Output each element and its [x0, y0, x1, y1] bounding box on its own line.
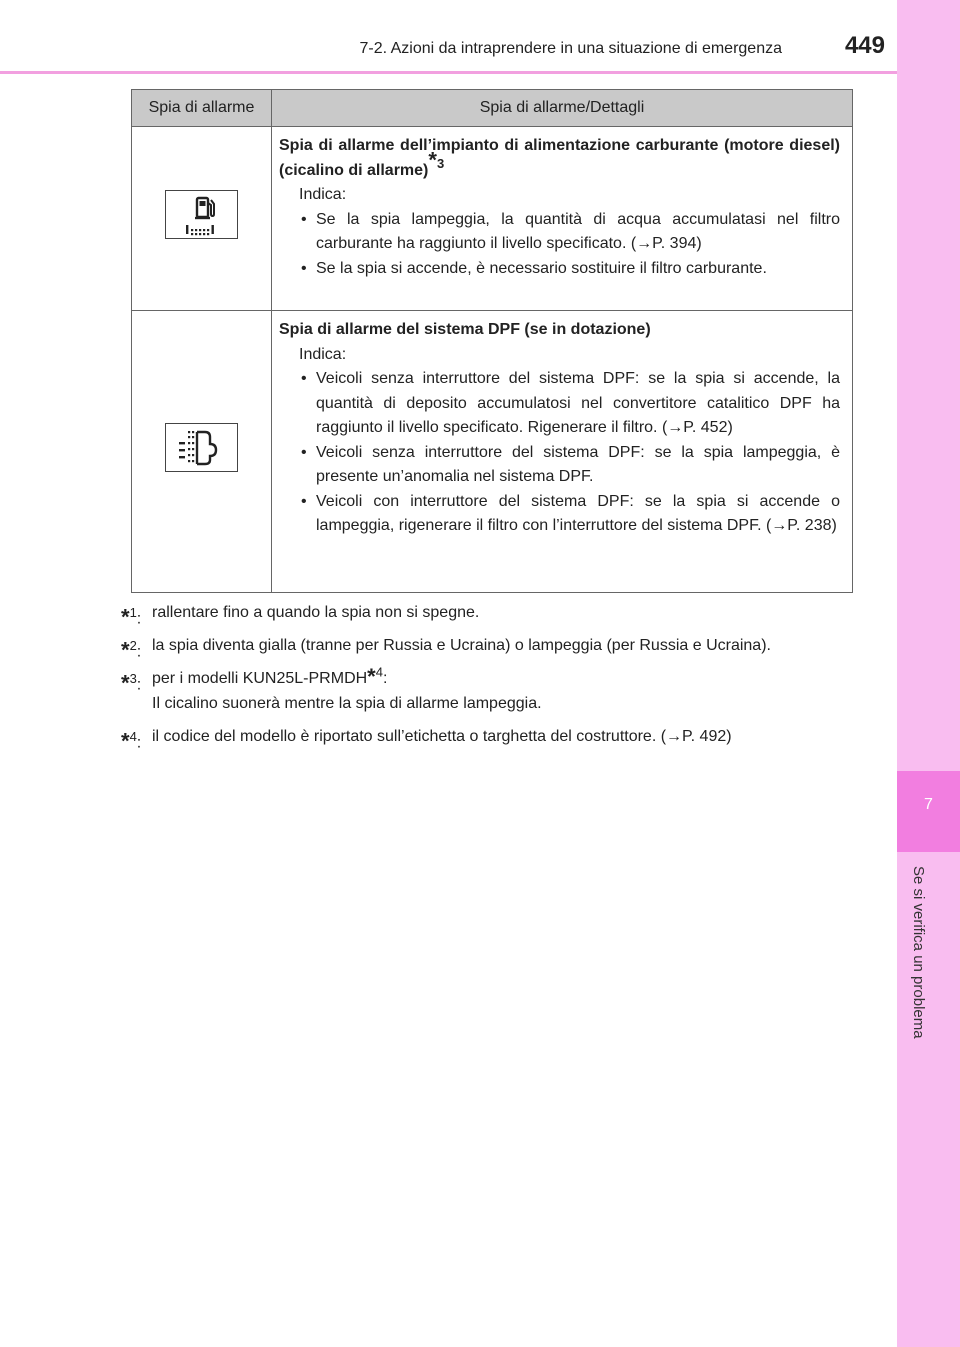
dpf-system-warning-icon	[165, 423, 238, 472]
list-item: • Se la spia lampeggia, la quantità di acqua accumulatasi nel filtro carburante ha raggiunto il livello specificato. (→P. 394)	[279, 208, 840, 257]
footnotes	[121, 600, 846, 757]
fuel-system-warning-icon	[165, 190, 238, 239]
table-header-row	[132, 90, 853, 127]
footnote	[121, 633, 846, 663]
footnote-number: 2	[129, 638, 137, 653]
page-number: 449	[844, 32, 885, 59]
footnote-separator: :	[136, 643, 142, 661]
footnote-marker	[121, 633, 141, 665]
footnote-star: *	[121, 604, 130, 630]
footnote-text: la spia diventa gialla (tranne per Russia e Ucraina) o lampeggia (per Russia e Ucraina).	[152, 637, 771, 654]
chapter-side-tab	[897, 0, 960, 1347]
footnote-text: il codice del modello è riportato sull’etichetta o targhetta del costruttore. (→P. 492)	[152, 728, 732, 745]
footnote-separator: :	[136, 676, 142, 694]
footnote-separator: :	[136, 734, 142, 752]
chapter-number: 7	[924, 796, 933, 813]
row-intro: Indica:	[299, 345, 347, 363]
section-title: 7-2. Azioni da intraprendere in una situazione di emergenza	[359, 40, 782, 57]
footnote-separator: :	[136, 610, 142, 628]
footnote-star: *	[121, 637, 130, 663]
footnote-marker	[121, 666, 141, 698]
footnote	[121, 600, 846, 630]
footnote-ref-number: 3	[436, 155, 445, 171]
list-item: • Veicoli senza interruttore del sistema DPF: se la spia si accende, la quantità di deposito accumulatosi nel convertitore catalitico DPF ha raggiunto il livello specificato. Rigenerare il filtro. (→P. 452)	[279, 367, 840, 441]
footnote-ref-separator: :	[382, 670, 388, 687]
footnote-number: 4	[129, 729, 137, 744]
warning-lights-table	[131, 89, 853, 593]
footnote-text: per i modelli KUN25L-PRMDH	[152, 670, 368, 687]
footnote-marker	[121, 600, 141, 632]
footnote-ref-star: *	[367, 664, 376, 689]
footnote-number: 1	[129, 605, 137, 620]
row-intro: Indica:	[299, 186, 347, 203]
footnote-ref-star: *	[428, 146, 437, 172]
list-item: • Veicoli senza interruttore del sistema DPF: se la spia lampeggia, è presente un’anomalia nel sistema DPF.	[279, 441, 840, 490]
row-title-text: Spia di allarme dell’impianto di alimentazione carburante (motore diesel) (cicalino di allarme)	[279, 137, 840, 179]
row-title	[279, 134, 840, 183]
chapter-label: Se si verifica un problema	[910, 866, 927, 1039]
icon-cell	[132, 311, 272, 593]
footnote-text: rallentare fino a quando la spia non si spegne.	[152, 604, 480, 621]
footnote-text-line2: Il cicalino suonerà mentre la spia di allarme lampeggia.	[152, 695, 542, 712]
footnote-marker	[121, 724, 141, 756]
footnote	[121, 666, 846, 716]
icon-cell	[132, 127, 272, 311]
list-item: • Veicoli con interruttore del sistema DPF: se la spia si accende o lampeggia, rigenerare il filtro con l’interruttore del sistema DPF. (→P. 238)	[279, 490, 840, 539]
footnote-ref-number: 4	[375, 664, 383, 680]
footnote-star: *	[121, 670, 130, 696]
footnote	[121, 724, 846, 754]
table-row	[132, 311, 853, 593]
page-header	[0, 0, 897, 74]
col-header-light: Spia di allarme	[132, 90, 272, 127]
footnote-star: *	[121, 728, 130, 754]
table-row	[132, 127, 853, 311]
details-cell	[272, 127, 853, 311]
col-header-details: Spia di allarme/Dettagli	[272, 90, 853, 127]
row-title: Spia di allarme del sistema DPF (se in dotazione)	[279, 321, 651, 338]
header-divider	[0, 71, 897, 74]
details-cell	[272, 311, 853, 593]
list-item: • Se la spia si accende, è necessario sostituire il filtro carburante.	[279, 257, 840, 282]
footnote-number: 3	[129, 671, 137, 686]
